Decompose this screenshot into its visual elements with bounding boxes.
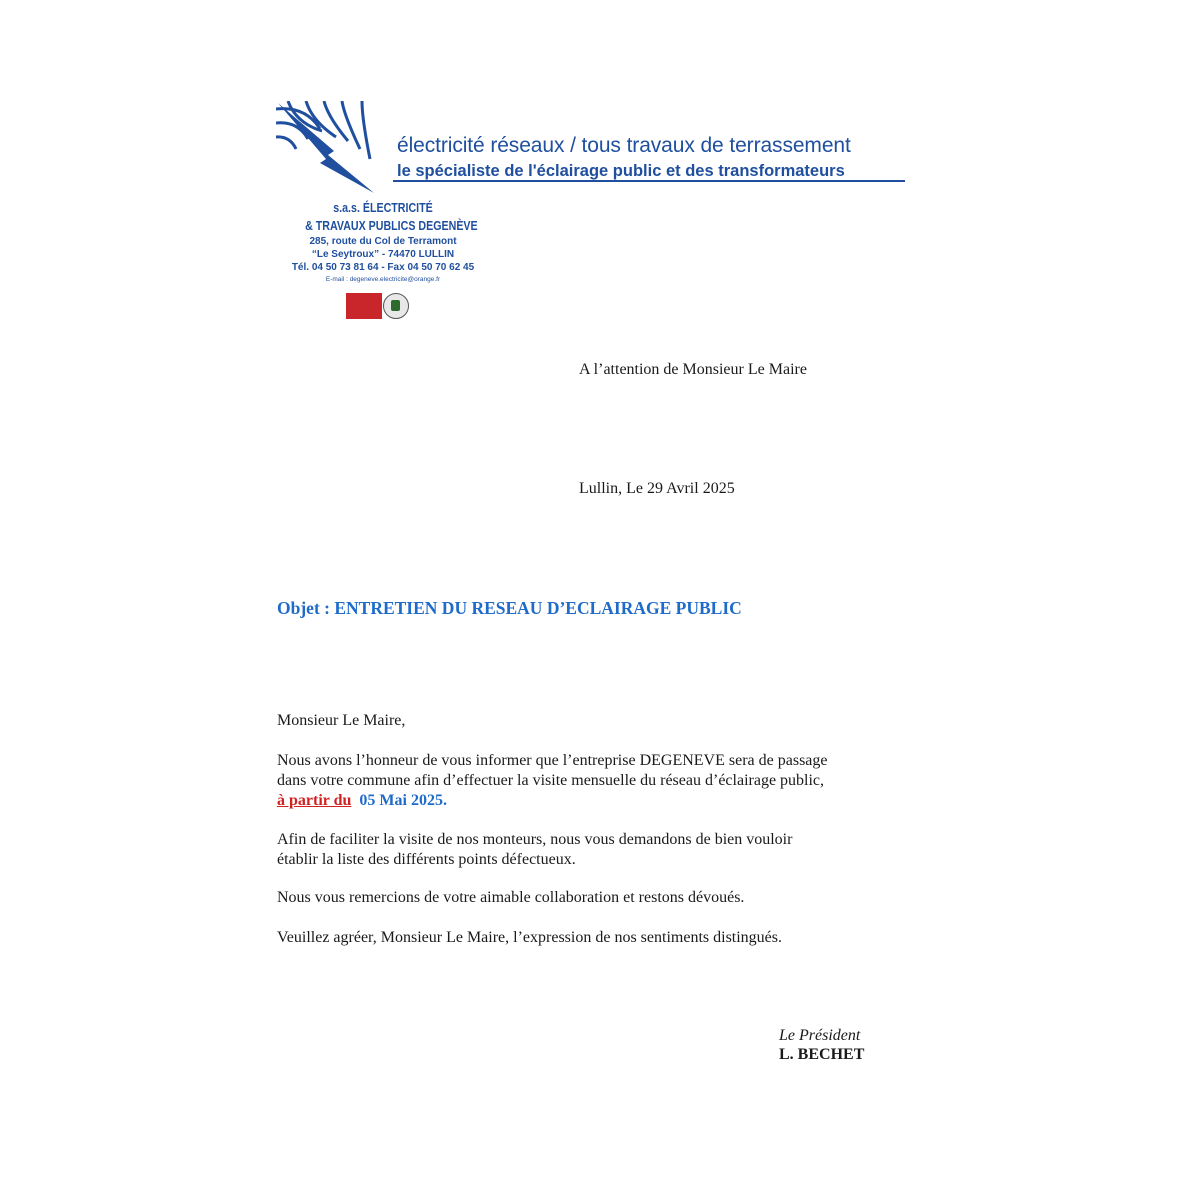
company-address-line-2: “Le Seytroux” - 74470 LULLIN <box>311 249 455 260</box>
start-date: 05 Mai 2025. <box>359 792 447 809</box>
salutation: Monsieur Le Maire, <box>277 712 406 729</box>
company-email: E-mail : degeneve.electricite@orange.fr <box>325 276 441 283</box>
paragraph-line: établir la liste des différents points défectueux. <box>277 851 576 868</box>
tagline-underline <box>393 180 905 182</box>
paragraph-closing: Veuillez agréer, Monsieur Le Maire, l’expression de nos sentiments distingués. <box>277 929 783 946</box>
company-info <box>288 200 478 286</box>
recipient-attention: A l’attention de Monsieur Le Maire <box>579 361 807 378</box>
paragraph-line: dans votre commune afin d’effectuer la visite mensuelle du réseau d’éclairage public, <box>277 772 825 789</box>
start-label: à partir du <box>277 792 352 809</box>
electric-waves-bolt-icon <box>276 101 380 197</box>
signature-name: L. BECHET <box>779 1046 865 1063</box>
certification-seal-icon <box>346 293 414 319</box>
tagline-primary: électricité réseaux / tous travaux de terrassement <box>397 134 851 157</box>
paragraph-announcement <box>277 751 828 811</box>
paragraph-request <box>277 830 792 870</box>
paragraph-thanks: Nous vous remercions de votre aimable collaboration et restons dévoués. <box>277 889 745 906</box>
company-address-line-1: 285, route du Col de Terramont <box>309 236 457 247</box>
company-name-line-1: s.a.s. ÉLECTRICITÉ <box>333 200 433 215</box>
certification-seal <box>383 293 409 319</box>
paragraph-line: Nous avons l’honneur de vous informer que l’entreprise DEGENEVE sera de passage <box>277 752 828 769</box>
paragraph-line: Afin de faciliter la visite de nos monteurs, nous vous demandons de bien vouloir <box>277 831 793 848</box>
letter-subject: Objet : ENTRETIEN DU RESEAU D’ECLAIRAGE PUBLIC <box>277 598 742 618</box>
paragraph-line <box>277 791 828 811</box>
company-phone-fax: Tél. 04 50 73 81 64 - Fax 04 50 70 62 45 <box>291 262 475 273</box>
signature-title: Le Président <box>779 1027 861 1044</box>
company-name-line-2: & TRAVAUX PUBLICS DEGENÈVE <box>305 218 478 233</box>
tagline-secondary: le spécialiste de l'éclairage public et des transformateurs <box>397 162 845 180</box>
certification-badge <box>346 293 382 319</box>
letter-date: Lullin, Le 29 Avril 2025 <box>579 480 735 497</box>
